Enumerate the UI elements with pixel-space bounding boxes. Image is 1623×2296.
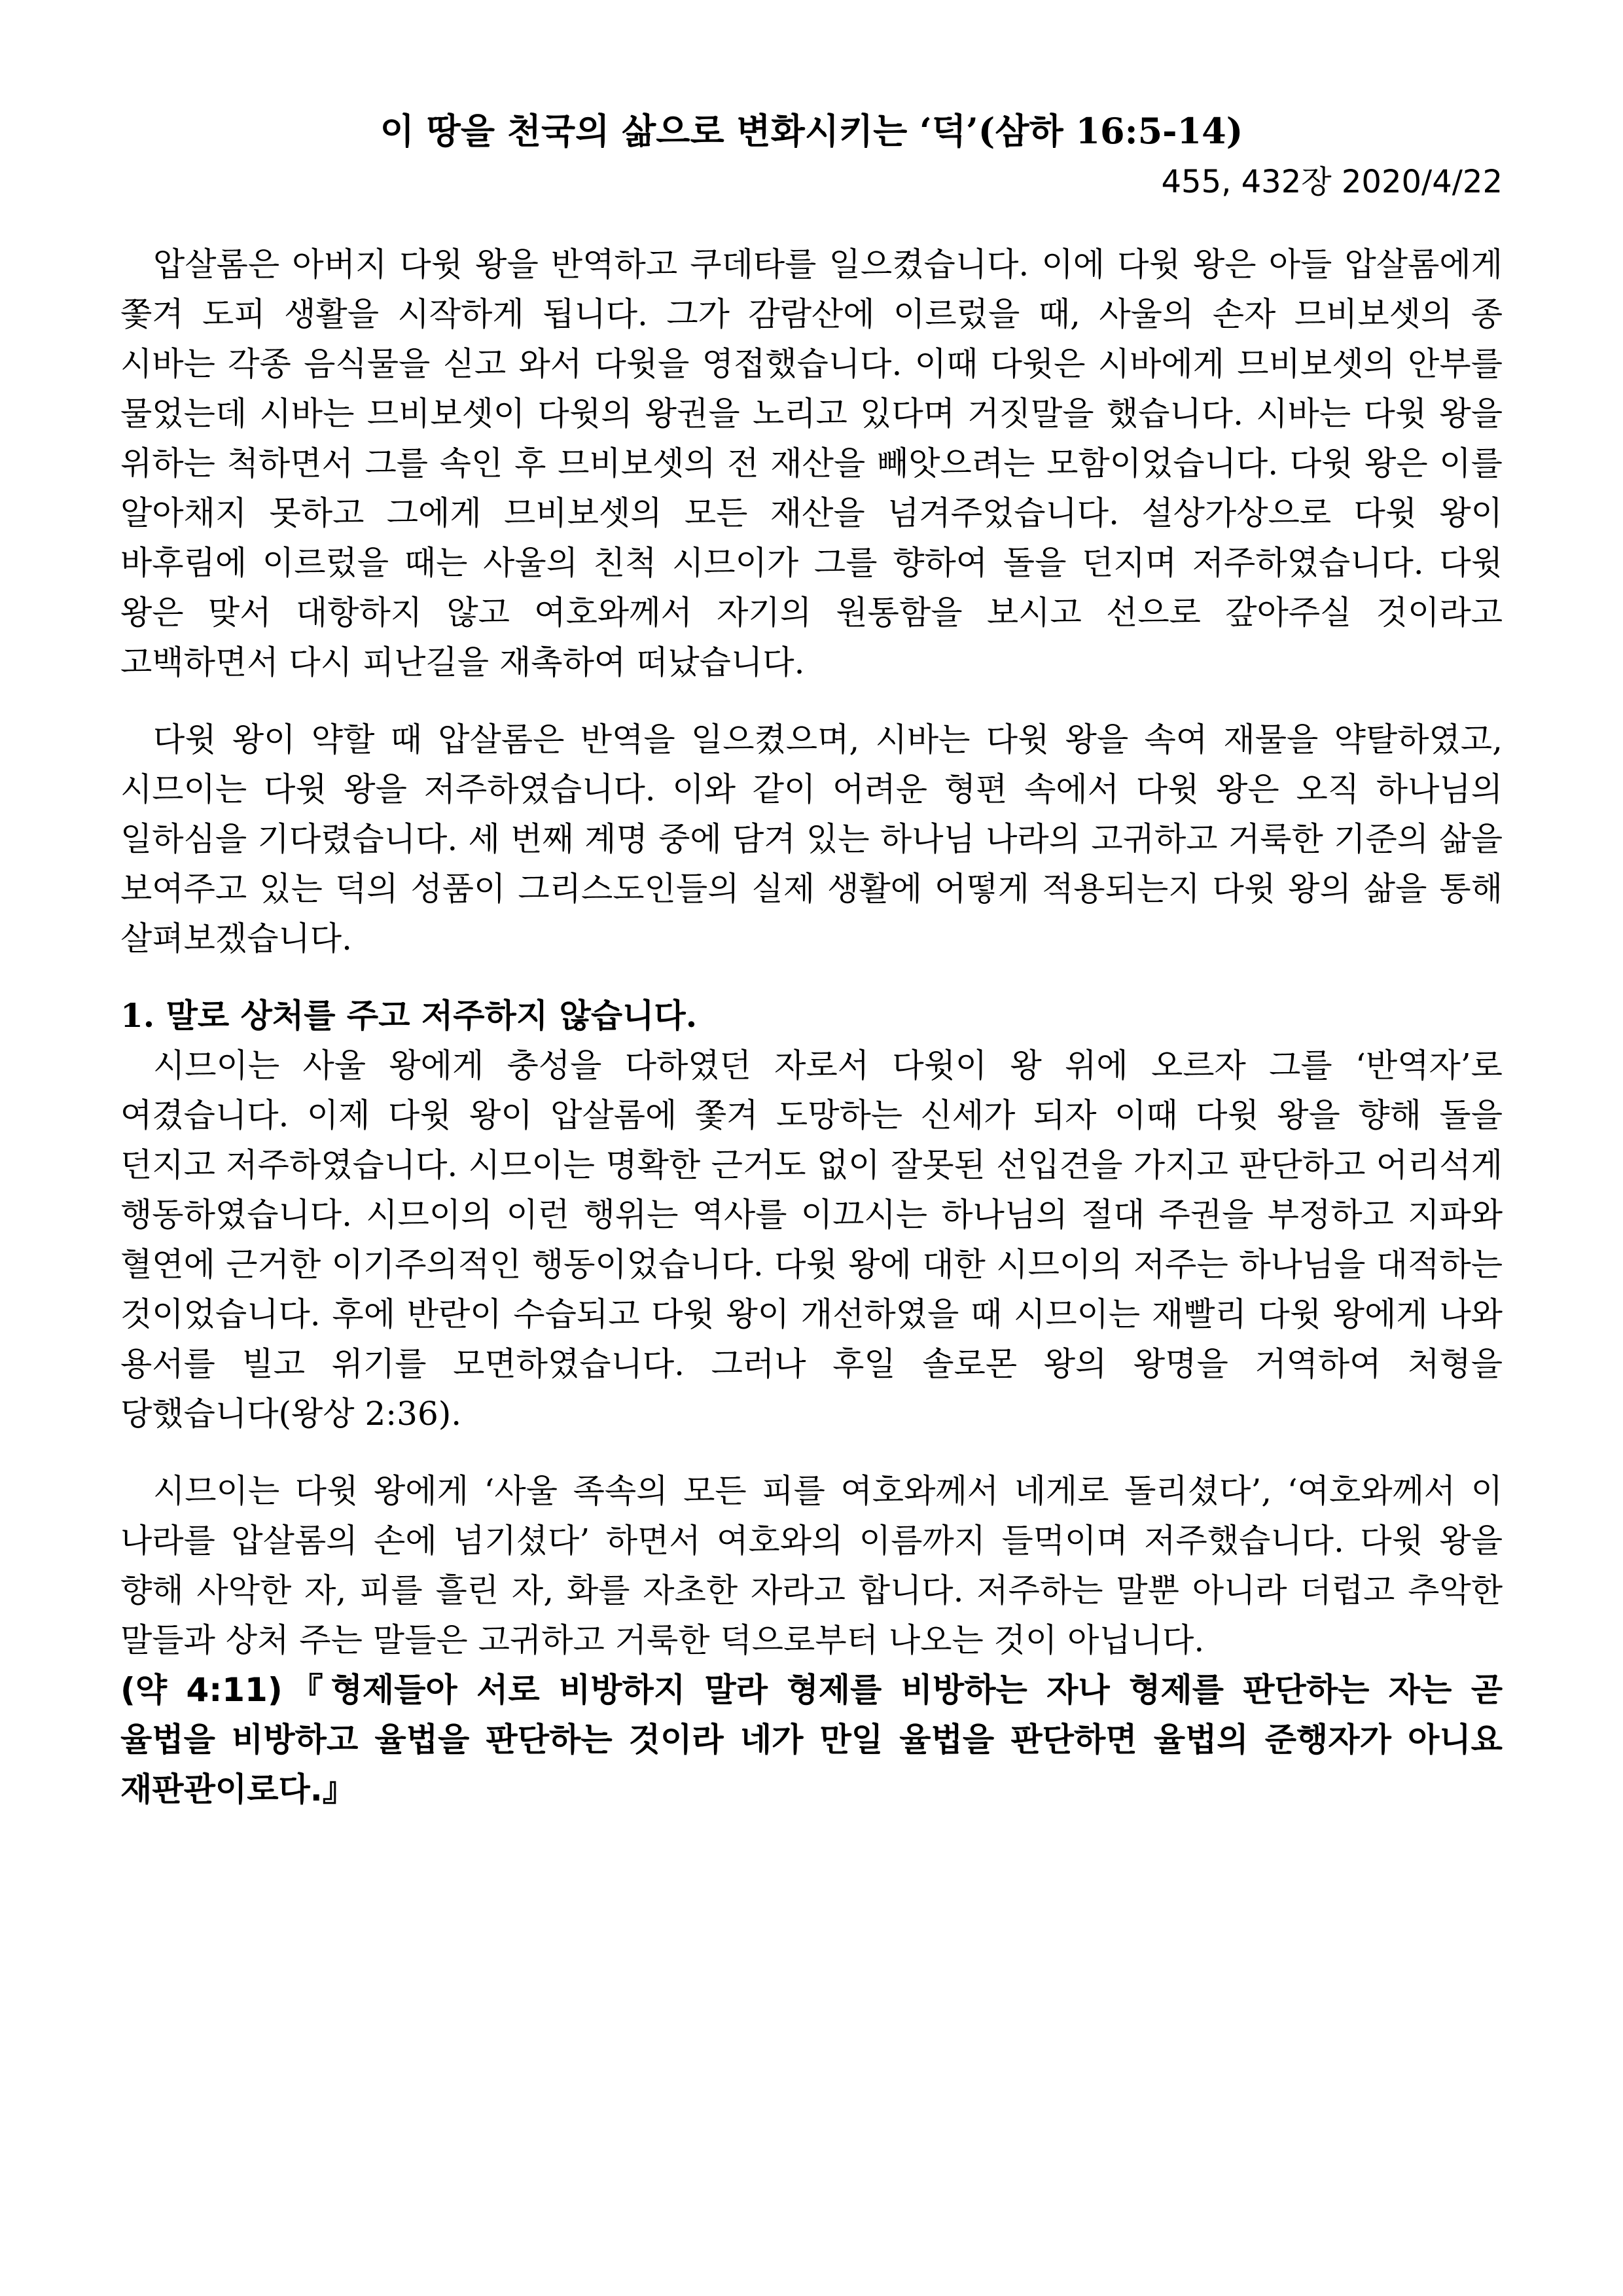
section-1-paragraph-1: 시므이는 사울 왕에게 충성을 다하였던 자로서 다윗이 왕 위에 오르자 그를 ‘반역자’로 여겼습니다. 이제 다윗 왕이 압살롬에 쫓겨 도망하는 신세가 되자 이때 다윗 왕을 향해 돌을 던지고 저주하였습니다. 시므이는 명확한 근거도 없이 잘못된 선입견을 가지고 판단하고 어리석게 행동하였습니다. 시므이의 이런 행위는 역사를 이끄시는 하나님의 절대 주권을 부정하고 지파와 혈연에 근거한 이기주의적인 행동이었습니다. 다윗 왕에 대한 시므이의 저주는 하나님을 대적하는 것이었습니다. 후에 반란이 수습되고 다윗 왕이 개선하였을 때 시므이는 재빨리 다윗 왕에게 나와 용서를 빌고 위기를 모면하였습니다. 그러나 후일 솔로몬 왕의 왕명을 거역하여 처형을 당했습니다(왕상 2:36). bbox=[120, 1047, 1503, 1433]
intro-paragraph-1: 압살롬은 아버지 다윗 왕을 반역하고 쿠데타를 일으켰습니다. 이에 다윗 왕은 아들 압살롬에게 쫓겨 도피 생활을 시작하게 됩니다. 그가 감람산에 이르렀을 때, 사울의 손자 므비보셋의 종 시바는 각종 음식물을 싣고 와서 다윗을 영접했습니다. 이때 다윗은 시바에게 므비보셋의 안부를 물었는데 시바는 므비보셋이 다윗의 왕권을 노리고 있다며 거짓말을 했습니다. 시바는 다윗 왕을 위하는 척하면서 그를 속인 후 므비보셋의 전 재산을 빼앗으려는 모함이었습니다. 다윗 왕은 이를 알아채지 못하고 그에게 므비보셋의 모든 재산을 넘겨주었습니다. 설상가상으로 다윗 왕이 바후림에 이르렀을 때는 사울의 친척 시므이가 그를 향하여 돌을 던지며 저주하였습니다. 다윗 왕은 맞서 대항하지 않고 여호와께서 자기의 원통함을 보시고 선으로 갚아주실 것이라고 고백하면서 다시 피난길을 재촉하여 떠났습니다. bbox=[120, 245, 1503, 681]
section-1-paragraph-2: 시므이는 다윗 왕에게 ‘사울 족속의 모든 피를 여호와께서 네게로 돌리셨다’, ‘여호와께서 이 나라를 압살롬의 손에 넘기셨다’ 하면서 여호와의 이름까지 들먹이며 저주했습니다. 다윗 왕을 향해 사악한 자, 피를 흘린 자, 화를 자초한 자라고 합니다. 저주하는 말뿐 아니라 더럽고 추악한 말들과 상처 주는 말들은 고귀하고 거룩한 덕으로부터 나오는 것이 아닙니다. bbox=[120, 1472, 1503, 1659]
sermon-title: 이 땅을 천국의 삶으로 변화시키는 ‘덕’(삼하 16:5-14) bbox=[380, 110, 1243, 152]
document-page bbox=[120, 105, 1503, 1814]
section-1-heading: 1. 말로 상처를 주고 저주하지 않습니다. bbox=[120, 996, 698, 1035]
hymn-and-date: 455, 432장 2020/4/22 bbox=[1161, 164, 1503, 200]
intro-paragraph-2: 다윗 왕이 약할 때 압살롬은 반역을 일으켰으며, 시바는 다윗 왕을 속여 재물을 약탈하였고, 시므이는 다윗 왕을 저주하였습니다. 이와 같이 어려운 형편 속에서 다윗 왕은 오직 하나님의 일하심을 기다렸습니다. 세 번째 계명 중에 담겨 있는 하나님 나라의 고귀하고 거룩한 기준의 삶을 보여주고 있는 덕의 성품이 그리스도인들의 실제 생활에 어떻게 적용되는지 다윗 왕의 삶을 통해 살펴보겠습니다. bbox=[120, 721, 1503, 958]
scripture-quote: (약 4:11)『형제들아 서로 비방하지 말라 형제를 비방하는 자나 형제를 판단하는 자는 곧 율법을 비방하고 율법을 판단하는 것이라 네가 만일 율법을 판단하면 율법의 준행자가 아니요 재판관이로다.』 bbox=[120, 1671, 1503, 1808]
